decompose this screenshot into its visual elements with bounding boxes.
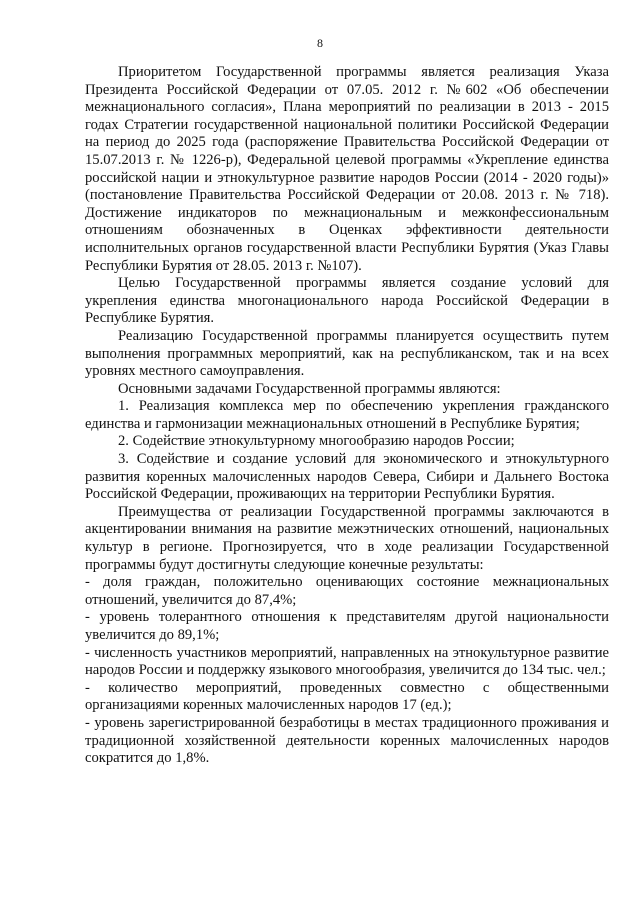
paragraph-goal: Целью Государственной программы является создание условий для укрепления единства многонационального народа Российской Федерации в Республике Бурятия. xyxy=(85,275,609,327)
page-number: 8 xyxy=(317,36,323,50)
paragraph-task-1: 1. Реализация комплекса мер по обеспечению укрепления гражданского единства и гармонизации межнациональных отношений в Республике Бурятия; xyxy=(85,398,609,432)
paragraph-advantages: Преимущества от реализации Государственной программы заключаются в акцентировании внимания на развитие межэтнических отношений, национальных культур в регионе. Прогнозируется, что в ходе реализации Государственной программы будут достигнуты следующие конечные результаты: xyxy=(85,503,609,573)
paragraph-task-3: 3. Содействие и создание условий для экономического и этнокультурного развития коренных малочисленных народов Севера, Сибири и Дальнего Востока Российской Федерации, проживающих на территории Республики Бурятия. xyxy=(85,451,609,503)
result-item-share-of-citizens: - доля граждан, положительно оценивающих состояние межнациональных отношений, увеличится до 87,4%; xyxy=(85,574,609,608)
result-item-participants-count: - численность участников мероприятий, направленных на этнокультурное развитие народов России и поддержку языкового многообразия, увеличится до 134 тыс. чел.; xyxy=(85,644,609,679)
paragraph-implementation: Реализацию Государственной программы планируется осуществить путем выполнения программных мероприятий, как на республиканском, так и на всех уровнях местного самоуправления. xyxy=(85,327,609,380)
paragraph-priority: Приоритетом Государственной программы является реализация Указа Президента Российской Федерации от 07.05. 2012 г. №602 «Об обеспечении межнационального согласия», Плана мероприятий по реализации в 2013 - 2015 годах Стратегии государственной национальной политики Российской Федерации на период до 2025 года (распоряжение Правительства Российской Федерации от 15.07.2013 г. № 1226-р), Федеральной целевой программы «Укрепление единства российской нации и этнокультурное развитие народов России (2014 - 2020 годы)» (постановление Правительства Российской Федерации от 20.08. 2013 г. № 718). Достижение индикаторов по межнациональным и межконфессиональным отношениям обозначенных в Оценках эффективности деятельности исполнительных органов государственной власти Республики Бурятия (Указ Главы Республики Бурятия от 28.05. 2013 г. №107). xyxy=(85,64,609,274)
result-item-unemployment-level: - уровень зарегистрированной безработицы в местах традиционного проживания и традиционной хозяйственной деятельности коренных малочисленных народов сократится до 1,8%. xyxy=(85,714,609,767)
result-item-tolerance-level: - уровень толерантного отношения к представителям другой национальности увеличится до 89,1%; xyxy=(85,609,609,643)
result-item-events-count: - количество мероприятий, проведенных совместно с общественными организациями коренных малочисленных народов 17 (ед.); xyxy=(85,679,609,714)
document-body xyxy=(85,64,609,768)
paragraph-task-2: 2. Содействие этнокультурному многообразию народов России; xyxy=(118,433,515,450)
paragraph-tasks-heading: Основными задачами Государственной программы являются: xyxy=(118,380,501,397)
